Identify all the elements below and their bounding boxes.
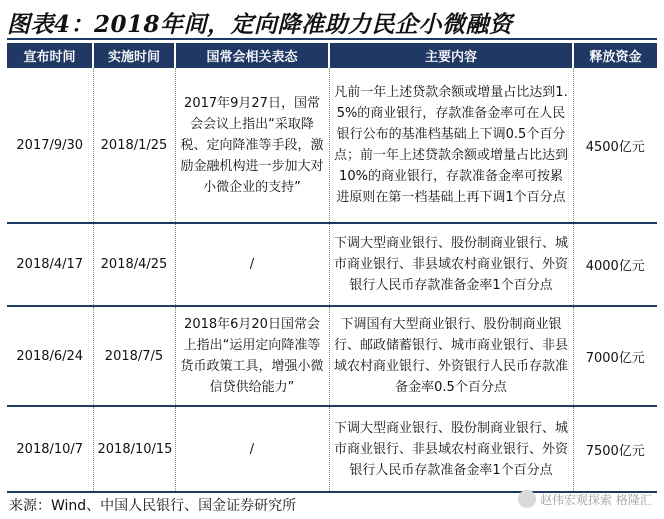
announce-date: 2018/10/7 xyxy=(7,406,93,492)
released-funds: 7500亿元 xyxy=(573,406,657,492)
figure-title: 图表4：2018年间，定向降准助力民企小微融资 xyxy=(7,11,513,38)
implement-date: 2018/4/25 xyxy=(93,223,175,306)
released-funds: 7000亿元 xyxy=(573,306,657,406)
header-announce-date: 宣布时间 xyxy=(7,43,93,68)
council-statement: / xyxy=(175,406,329,492)
main-content: 凡前一年上述贷款余额或增量占比达到1.5%的商业银行，存款准备金率可在人民银行公布的基准档基础上下调0.5个百分点；前一年上述贷款余额或增量占比达到10%的商业银行，存款准备金率可按累进原则在第一档基础上再下调1个百分点 xyxy=(329,68,573,223)
source-note: 来源：Wind、中国人民银行、国金证券研究所 xyxy=(9,498,297,514)
council-statement: 2018年6月20日国常会上指出“运用定向降准等货币政策工具，增强小微信贷供给能力” xyxy=(175,306,329,406)
main-content: 下调大型商业银行、股份制商业银行、城市商业银行、非县域农村商业银行、外资银行人民币存款准备金率1个百分点 xyxy=(329,223,573,306)
header-state-council: 国常会相关表态 xyxy=(175,43,329,68)
implement-date: 2018/7/5 xyxy=(93,306,175,406)
announce-date: 2017/9/30 xyxy=(7,68,93,223)
title-rule xyxy=(7,38,657,40)
implement-date: 2018/10/15 xyxy=(93,406,175,492)
table-row xyxy=(7,68,657,223)
watermark xyxy=(518,490,652,508)
table-row xyxy=(7,223,657,306)
released-funds: 4000亿元 xyxy=(573,223,657,306)
implement-date: 2018/1/25 xyxy=(93,68,175,223)
council-statement: 2017年9月27日，国常会会议上指出“采取降税、定向降准等手段，激励金融机构进一步加大对小微企业的支持” xyxy=(175,68,329,223)
council-statement: / xyxy=(175,223,329,306)
watermark-text: 赵伟宏观探索 格隆汇 xyxy=(540,492,652,507)
header-implement-date: 实施时间 xyxy=(93,43,175,68)
table-header-row xyxy=(7,43,657,68)
announce-date: 2018/6/24 xyxy=(7,306,93,406)
rrr-cut-table xyxy=(7,43,657,493)
header-main-content: 主要内容 xyxy=(329,43,573,68)
header-released-funds: 释放资金 xyxy=(573,43,657,68)
main-content: 下调大型商业银行、股份制商业银行、城市商业银行、非县域农村商业银行、外资银行人民币存款准备金率1个百分点 xyxy=(329,406,573,492)
announce-date: 2018/4/17 xyxy=(7,223,93,306)
released-funds: 4500亿元 xyxy=(573,68,657,223)
table-row xyxy=(7,406,657,492)
main-content: 下调国有大型商业银行、股份制商业银行、邮政储蓄银行、城市商业银行、非县域农村商业银行、外资银行人民币存款准备金率0.5个百分点 xyxy=(329,306,573,406)
wechat-icon xyxy=(518,490,536,508)
table-row xyxy=(7,306,657,406)
